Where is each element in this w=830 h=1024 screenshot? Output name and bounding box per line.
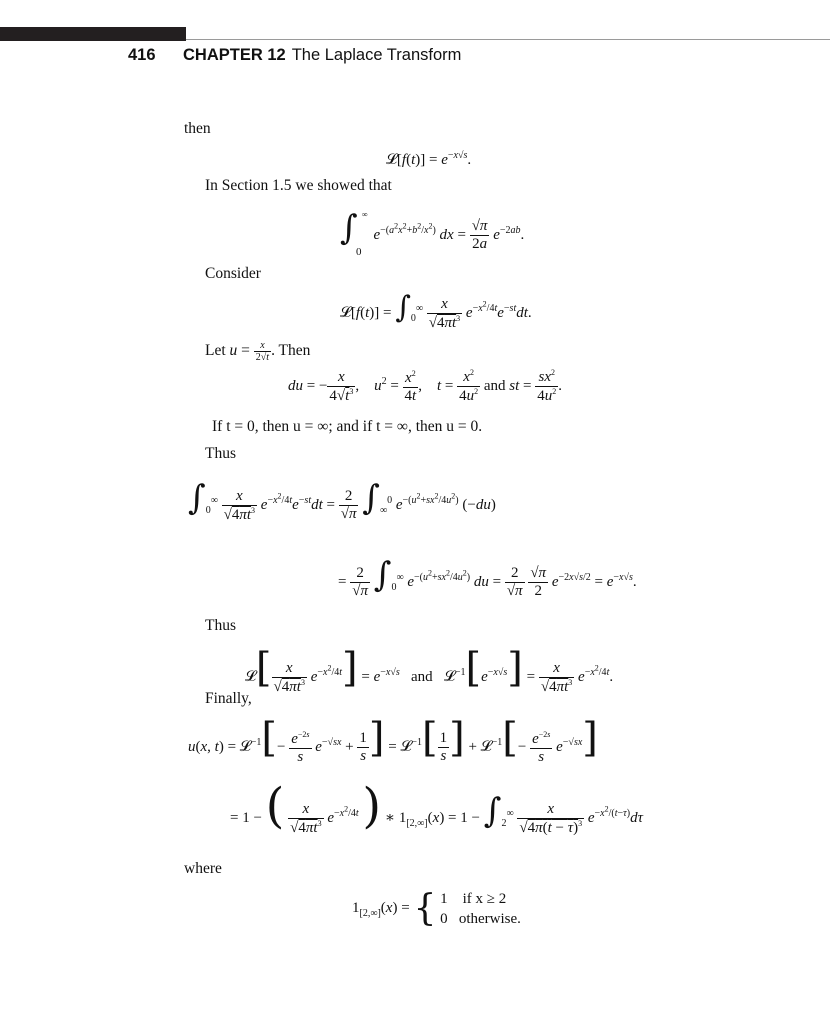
header-rule bbox=[186, 39, 830, 40]
equation-gaussian-integral: ∫ ∞ 0 $e^{-(a^2x^2+b^2/x^2)}$ dx = $\frac{√\pi}{2a}$ $e^{-2ab}$. bbox=[340, 208, 525, 258]
text-thus-2: Thus bbox=[205, 617, 236, 634]
equation-transform-line-2: = $\frac{2}{√\pi}$ $\int_0^\infty$ $e^{-(u^2+sx^2/4u^2)}$ du = $\frac{2}{√\pi}$ $\frac{√\pi}{2}$ $e^{-2x√s/2} = e^{-x√s}$. bbox=[338, 555, 637, 600]
equation-laplace-integral: 𝓛[f(t)] = $\int_0^\infty$ $\frac{x}{√4\pi t^3}$ $e^{-x^2/4t}e^{-st}dt$. bbox=[340, 290, 532, 331]
header-bar bbox=[0, 27, 186, 41]
equation-laplace-result: 𝓛[f(t)] = $e^{-x√s}$. bbox=[386, 150, 472, 168]
equation-solution-line-1: u(x, t) = 𝓛$^{-1}$[− $\frac{e^{-2s}}{s}$ $e^{-√sx}$ + $\frac{1}{s}$ ] = 𝓛$^{-1}$[ $\frac{1}{s}$ ] + 𝓛$^{-1}$[− $\frac{e^{-2s}}{s}$ $e^{-√sx}$] bbox=[188, 715, 598, 765]
equation-transform-line-1: $\int_0^\infty$ $\frac{x}{√4\pi t^3}$ $e^{-x^2/4t}e^{-st}dt$ = $\frac{2}{√\pi}$ $\int_\infty^0$ $e^{-(u^2+sx^2/4u^2)}$ (−du) bbox=[188, 478, 496, 523]
equation-substitution: du = − $\frac{x}{4√t^3}$ , $u^2$ = $\frac{x^2}{4t}$ , t = $\frac{x^2}{4u^2}$ and st = $\frac{sx^2}{4u^2}$ . bbox=[288, 368, 563, 404]
text-and: and bbox=[411, 669, 433, 685]
chapter-title: The Laplace Transform bbox=[291, 46, 462, 64]
text-let-u: Let u = $\frac{x}{2√t}$ . Then bbox=[205, 340, 311, 363]
text-then: then bbox=[184, 120, 211, 137]
equation-solution-line-2: = 1 − ( $\frac{x}{√4\pi t^3}$ $e^{-x^2/4t}$ ) ∗ $1_{[2,\infty]}(x) = 1 - \int_2^\infty$ $\frac{x}{√4\pi(t - \tau)^3}$ $e^{-x^2/(t-\tau)}d\tau$ bbox=[230, 778, 643, 836]
chapter-label: CHAPTER 12 bbox=[183, 46, 286, 64]
text-let: Let bbox=[205, 342, 226, 360]
equation-indicator-function: $1_{[2,\infty]}(x)$ = { 1 if x ≥ 2 0 otherwise. bbox=[352, 888, 521, 929]
equation-transform-pair: 𝓛[ $\frac{x}{√4\pi t^3}$ $e^{-x^2/4t}] = e^{-x√s}$ and $𝓛^{-1}[e^{-x√s}]$ = $\frac{x}{√4\pi t^3}$ $e^{-x^2/4t}$. bbox=[245, 645, 614, 695]
text-section-ref: In Section 1.5 we showed that bbox=[205, 177, 392, 194]
case-if-x-ge-2: if x ≥ 2 bbox=[462, 890, 507, 907]
page-number: 416 bbox=[128, 46, 156, 64]
text-limits: If t = 0, then u = ∞; and if t = ∞, then u = 0. bbox=[212, 418, 483, 435]
text-consider: Consider bbox=[205, 265, 261, 282]
text-where: where bbox=[184, 860, 222, 877]
text-finally: Finally, bbox=[205, 690, 252, 707]
text-thus-1: Thus bbox=[205, 445, 236, 462]
chapter-heading bbox=[183, 46, 461, 65]
case-otherwise: otherwise bbox=[458, 910, 518, 927]
text-then2: Then bbox=[278, 342, 311, 360]
